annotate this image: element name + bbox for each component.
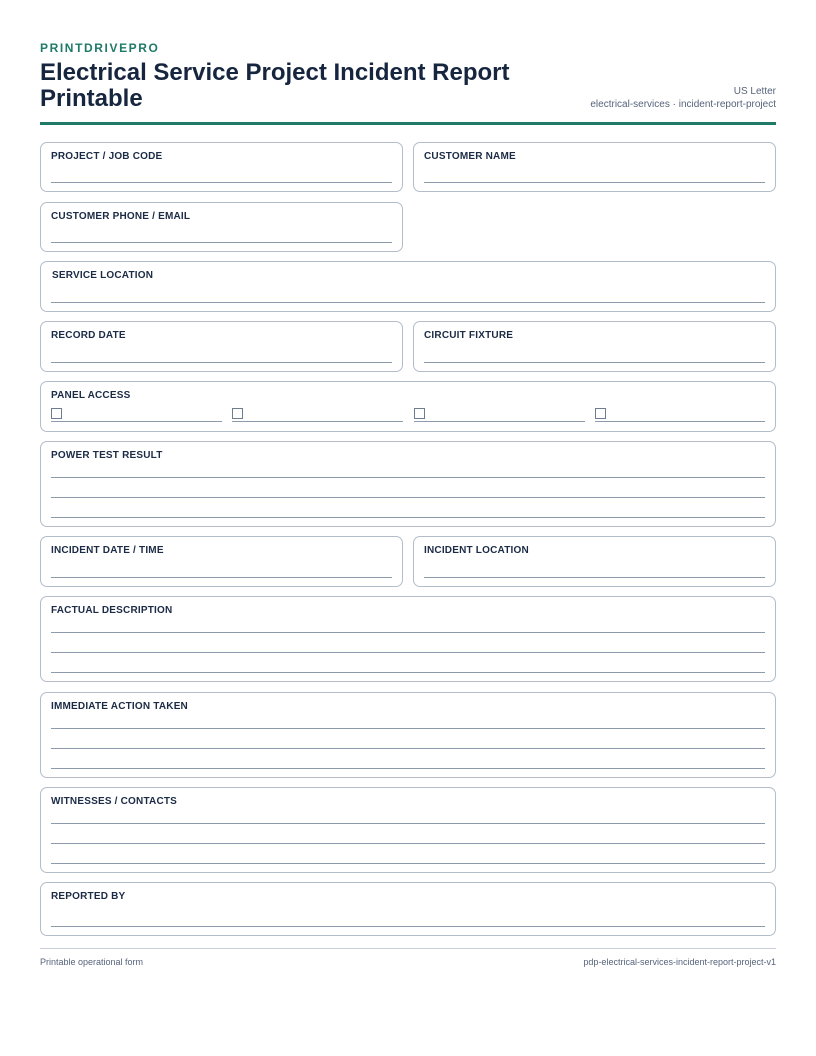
immediate-action-taken-line-3[interactable] bbox=[51, 768, 765, 769]
project-job-code-input-line[interactable] bbox=[51, 182, 392, 183]
service-location-field bbox=[40, 261, 776, 312]
incident-location-input-line[interactable] bbox=[424, 577, 765, 578]
brand-name: PRINTDRIVEPRO bbox=[40, 41, 160, 55]
document-meta bbox=[590, 85, 776, 111]
customer-name-label: CUSTOMER NAME bbox=[424, 151, 516, 162]
reported-by-input-line[interactable] bbox=[51, 926, 765, 927]
option-input-line[interactable] bbox=[51, 421, 222, 422]
option-input-line[interactable] bbox=[232, 421, 403, 422]
witnesses-contacts-line-3[interactable] bbox=[51, 863, 765, 864]
customer-name-field bbox=[413, 142, 776, 192]
panel-access-label: PANEL ACCESS bbox=[51, 390, 131, 401]
immediate-action-taken-line-2[interactable] bbox=[51, 748, 765, 749]
witnesses-contacts-line-2[interactable] bbox=[51, 843, 765, 844]
incident-date-time-field bbox=[40, 536, 403, 587]
factual-description-line-2[interactable] bbox=[51, 652, 765, 653]
record-date-field bbox=[40, 321, 403, 372]
power-test-result-line-3[interactable] bbox=[51, 517, 765, 518]
factual-description-line-1[interactable] bbox=[51, 632, 765, 633]
immediate-action-taken-line-1[interactable] bbox=[51, 728, 765, 729]
panel-access-option-4 bbox=[595, 408, 765, 423]
power-test-result-line-2[interactable] bbox=[51, 497, 765, 498]
witnesses-contacts-label: WITNESSES / CONTACTS bbox=[51, 796, 178, 807]
project-job-code-field bbox=[40, 142, 403, 192]
power-test-result-field bbox=[40, 441, 776, 527]
witnesses-contacts-line-1[interactable] bbox=[51, 823, 765, 824]
option-input-line[interactable] bbox=[414, 421, 585, 422]
header-divider bbox=[40, 122, 776, 125]
witnesses-contacts-field bbox=[40, 787, 776, 873]
customer-phone-email-field bbox=[40, 202, 403, 252]
reported-by-label: REPORTED BY bbox=[51, 891, 126, 902]
checkbox[interactable] bbox=[414, 408, 425, 419]
footer-form-id: pdp-electrical-services-incident-report-project-v1 bbox=[583, 957, 776, 967]
panel-access-option-1 bbox=[51, 408, 222, 423]
record-date-input-line[interactable] bbox=[51, 362, 392, 363]
customer-phone-email-label: CUSTOMER PHONE / EMAIL bbox=[51, 211, 191, 222]
service-location-label: SERVICE LOCATION bbox=[52, 270, 154, 281]
customer-phone-email-input-line[interactable] bbox=[51, 242, 392, 243]
checkbox[interactable] bbox=[51, 408, 62, 419]
circuit-fixture-input-line[interactable] bbox=[424, 362, 765, 363]
incident-date-time-input-line[interactable] bbox=[51, 577, 392, 578]
service-location-input-line[interactable] bbox=[51, 302, 765, 303]
paper-size: US Letter bbox=[733, 86, 776, 97]
reported-by-field bbox=[40, 882, 776, 936]
power-test-result-line-1[interactable] bbox=[51, 477, 765, 478]
footer-divider bbox=[40, 948, 776, 949]
checkbox[interactable] bbox=[232, 408, 243, 419]
option-input-line[interactable] bbox=[595, 421, 765, 422]
incident-date-time-label: INCIDENT DATE / TIME bbox=[51, 545, 164, 556]
circuit-fixture-label: CIRCUIT FIXTURE bbox=[424, 330, 514, 341]
power-test-result-label: POWER TEST RESULT bbox=[51, 450, 163, 461]
footer-form-type: Printable operational form bbox=[40, 957, 144, 967]
circuit-fixture-field bbox=[413, 321, 776, 372]
project-job-code-label: PROJECT / JOB CODE bbox=[51, 151, 163, 162]
factual-description-field bbox=[40, 596, 776, 682]
factual-description-line-3[interactable] bbox=[51, 672, 765, 673]
document-tags: electrical-services · incident-report-project bbox=[590, 99, 776, 110]
panel-access-option-3 bbox=[414, 408, 585, 423]
panel-access-field bbox=[40, 381, 776, 432]
panel-access-option-2 bbox=[232, 408, 403, 423]
customer-name-input-line[interactable] bbox=[424, 182, 765, 183]
incident-location-label: INCIDENT LOCATION bbox=[424, 545, 529, 556]
page-title: Electrical Service Project Incident Report Printable bbox=[40, 59, 510, 112]
record-date-label: RECORD DATE bbox=[51, 330, 126, 341]
factual-description-label: FACTUAL DESCRIPTION bbox=[51, 605, 173, 616]
immediate-action-taken-field bbox=[40, 692, 776, 778]
immediate-action-taken-label: IMMEDIATE ACTION TAKEN bbox=[51, 701, 188, 712]
checkbox[interactable] bbox=[595, 408, 606, 419]
incident-location-field bbox=[413, 536, 776, 587]
